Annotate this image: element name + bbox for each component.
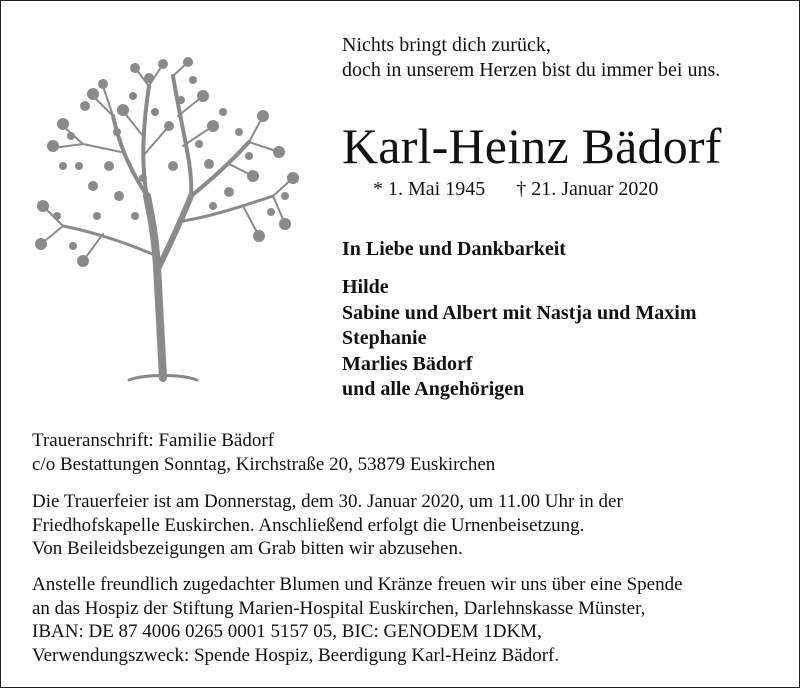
mourners-list <box>342 275 697 403</box>
mourning-address <box>32 429 782 476</box>
birth-date: * 1. Mai 1945 <box>373 178 486 200</box>
verse <box>342 33 720 83</box>
donation-info <box>32 573 782 667</box>
mourner: Sabine und Albert mit Nastja und Maxim <box>342 301 697 324</box>
dedication: In Liebe und Dankbarkeit <box>342 238 566 260</box>
ceremony-info <box>32 490 782 561</box>
donation-line: Verwendungszweck: Spende Hospiz, Beerdigung Karl-Heinz Bädorf. <box>32 644 560 666</box>
donation-line: IBAN: DE 87 4006 0265 0001 5157 05, BIC: GENODEM 1DKM, <box>32 621 542 642</box>
verse-line-2: doch in unserem Herzen bist du immer bei uns. <box>342 59 721 81</box>
verse-line-1: Nichts bringt dich zurück, <box>342 34 551 56</box>
mourner: Hilde <box>342 276 389 298</box>
mourner: und alle Angehörigen <box>342 378 525 400</box>
donation-line: Anstelle freundlich zugedachter Blumen und Kränze freuen wir uns über eine Spende <box>32 574 683 595</box>
ceremony-line: Die Trauerfeier ist am Donnerstag, dem 30. Januar 2020, um 11.00 Uhr in der <box>32 491 623 512</box>
address-line: c/o Bestattungen Sonntag, Kirchstraße 20, 53879 Euskirchen <box>32 453 496 475</box>
address-line: Traueranschrift: Familie Bädorf <box>32 430 275 451</box>
ceremony-line: Friedhofskapelle Euskirchen. Anschließend erfolgt die Urnenbeisetzung. <box>32 514 585 536</box>
tree-icon <box>23 56 303 396</box>
life-dates <box>373 177 658 201</box>
death-date: † 21. Januar 2020 <box>516 178 659 200</box>
ceremony-line: Von Beileidsbezeigungen am Grab bitten wir abzusehen. <box>32 538 463 559</box>
mourner: Stephanie <box>342 327 427 349</box>
deceased-name: Karl-Heinz Bädorf <box>342 118 722 174</box>
donation-line: an das Hospiz der Stiftung Marien-Hospital Euskirchen, Darlehnskasse Münster, <box>32 597 646 619</box>
mourner: Marlies Bädorf <box>342 352 473 375</box>
